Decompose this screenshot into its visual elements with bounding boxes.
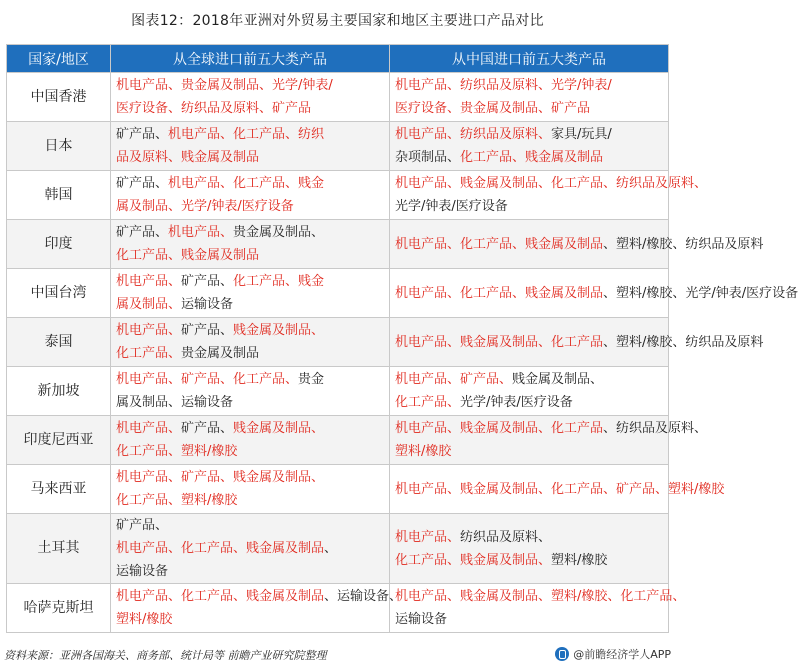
table-row (7, 73, 669, 122)
product-text: 化工产品 (395, 552, 448, 568)
global-imports-cell (111, 269, 390, 318)
product-text: 机电产品、化工产品、纺织 (168, 127, 325, 142)
product-text: 矿产品、 (116, 127, 169, 142)
product-text: 运输设备 (181, 297, 234, 312)
product-text: 机电产品、矿产品、化工产品、 (116, 372, 299, 387)
china-imports-cell (390, 220, 764, 269)
country-cell: 印度 (7, 220, 111, 269)
product-text: 杂项制品、 (395, 150, 461, 165)
product-text: 属及制品、 (116, 297, 182, 312)
product-text: 机电产品、化工产品、贱金属及制品 (395, 285, 604, 301)
product-text: 机电产品、纺织品及原料、 (395, 127, 552, 142)
product-text: 塑料/橡胶 (395, 444, 452, 459)
china-imports-cell (390, 584, 686, 633)
global-imports-cell (111, 171, 390, 220)
table-row (7, 367, 669, 416)
product-text: 机电产品、矿产品、 (395, 372, 513, 387)
product-text: 光学/钟表/医疗设备 (460, 395, 573, 410)
country-cell: 印度尼西亚 (7, 416, 111, 465)
table-row (7, 416, 669, 465)
china-imports-cell (390, 122, 669, 171)
product-text: 贱金属及制品、 (233, 323, 325, 338)
product-text: 贵金属及制品、 (233, 225, 325, 240)
product-text: 医疗设备、贵金属及制品、矿产品 (395, 101, 591, 116)
product-text: 属及制品、光学/钟表/医疗设备 (116, 199, 294, 214)
table-row (7, 269, 669, 318)
product-text: 机电产品、化工产品、贱金属及制品 (395, 236, 604, 252)
product-text: 机电产品、贱金属及制品、化工产品 (395, 176, 604, 191)
product-text: 机电产品、贱金属及制品、化工产品 (395, 481, 604, 497)
product-text: 、塑料/橡胶、纺织品及原料 (603, 236, 764, 252)
china-imports-cell (390, 73, 669, 122)
product-text: 机电产品、纺织品及原料、光学/钟表/ (395, 78, 612, 93)
table-header-row (7, 45, 669, 73)
product-text: 、化工产品、 (607, 589, 686, 604)
product-text: 塑料/橡胶 (116, 612, 173, 627)
brand-text: @前瞻经济学人APP (573, 648, 671, 661)
product-text: 矿产品、 (181, 274, 234, 289)
global-imports-cell (111, 122, 390, 171)
product-text: 机电产品、贵金属及制品、光学/钟表/ (116, 78, 333, 93)
country-cell: 中国台湾 (7, 269, 111, 318)
global-imports-cell (111, 220, 390, 269)
product-text: 机电产品、 (168, 225, 234, 240)
country-cell: 马来西亚 (7, 465, 111, 514)
global-imports-cell (111, 318, 390, 367)
product-text: 光学/钟表/医疗设备 (395, 199, 508, 214)
country-cell: 日本 (7, 122, 111, 171)
product-text: 机电产品、 (116, 421, 182, 436)
chart-title: 图表12：2018年亚洲对外贸易主要国家和地区主要进口产品对比 (131, 13, 544, 29)
table-row (7, 514, 669, 584)
country-cell: 泰国 (7, 318, 111, 367)
product-text: 贵金属及制品 (181, 346, 260, 361)
product-text: 化工产品、塑料/橡胶 (116, 493, 238, 508)
global-imports-cell (111, 73, 390, 122)
import-comparison-table (6, 44, 798, 633)
table-row (7, 122, 669, 171)
product-text: 、纺织品及原料、 (603, 176, 708, 191)
china-imports-cell (390, 416, 708, 465)
product-text: 、纺织品及原料、 (603, 421, 708, 436)
table-row (7, 220, 669, 269)
product-text: 塑料/橡胶 (551, 552, 608, 568)
product-text: 矿产品、 (181, 323, 234, 338)
global-imports-cell (111, 584, 403, 633)
product-text: 化工产品、贱金属及制品 (460, 150, 604, 165)
product-text: 家具/玩具/ (551, 127, 612, 142)
china-imports-cell (390, 514, 669, 584)
product-text: 化工产品、塑料/橡胶 (116, 444, 238, 459)
product-text: 品及原料、贱金属及制品 (116, 150, 260, 165)
product-text: 化工产品、 (116, 346, 182, 361)
product-text: 化工产品、 (395, 395, 461, 410)
product-text: 机电产品、贱金属及制品、化工产品 (395, 421, 604, 436)
product-text: 、塑料/橡胶、光学/钟表/医疗设备 (603, 285, 798, 301)
product-text: 运输设备 (116, 564, 169, 579)
qianzhan-logo-icon (555, 647, 569, 661)
product-text: 机电产品、化工产品、贱金属及制品 (116, 541, 325, 556)
product-text: 、 (324, 541, 338, 556)
header-china-imports: 从中国进口前五大类产品 (390, 45, 669, 73)
product-text: 机电产品、 (116, 274, 182, 289)
product-text: 、贱金属及制品、 (447, 552, 552, 568)
china-imports-cell (390, 367, 669, 416)
product-text: 、运输设备、 (324, 589, 403, 604)
table-row (7, 584, 669, 633)
product-text: 属及制品、运输设备 (116, 395, 234, 410)
china-imports-cell (390, 171, 708, 220)
footer (4, 643, 671, 667)
brand-watermark (555, 646, 671, 662)
country-cell: 韩国 (7, 171, 111, 220)
product-text: 机电产品、 (395, 529, 461, 545)
global-imports-cell (111, 367, 390, 416)
product-text: 矿产品、 (116, 176, 169, 191)
product-text: 化工产品、贱金属及制品 (116, 248, 260, 263)
product-text: 化工产品、贱金 (233, 274, 325, 289)
header-global-imports: 从全球进口前五大类产品 (111, 45, 390, 73)
product-text: 、塑料/橡胶、纺织品及原料 (603, 334, 764, 350)
country-cell: 新加坡 (7, 367, 111, 416)
product-text: 贱金属及制品、 (512, 372, 604, 387)
country-cell: 哈萨克斯坦 (7, 584, 111, 633)
global-imports-cell (111, 465, 390, 514)
product-text: 运输设备 (395, 612, 448, 627)
source-note: 资料来源：亚洲各国海关、商务部、统计局等 前瞻产业研究院整理 (4, 649, 327, 662)
china-imports-cell (390, 465, 725, 514)
product-text: 医疗设备、纺织品及原料、矿产品 (116, 101, 312, 116)
product-text: 贵金 (298, 372, 325, 387)
product-text: 机电产品、化工产品、贱金 (168, 176, 325, 191)
product-text: 机电产品、 (116, 323, 182, 338)
country-cell: 中国香港 (7, 73, 111, 122)
product-text: 矿产品、 (116, 518, 169, 533)
table-row (7, 465, 669, 514)
china-imports-cell (390, 269, 798, 318)
table-row (7, 318, 669, 367)
table-row (7, 171, 669, 220)
product-text: 矿产品、 (116, 225, 169, 240)
china-imports-cell (390, 318, 764, 367)
product-text: 机电产品、贱金属及制品、塑料/橡胶 (395, 589, 608, 604)
product-text: 矿产品、 (181, 421, 234, 436)
global-imports-cell (111, 416, 390, 465)
product-text: 、矿产品、塑料/橡胶 (603, 481, 725, 497)
product-text: 纺织品及原料、 (460, 529, 552, 545)
product-text: 机电产品、化工产品、贱金属及制品 (116, 589, 325, 604)
product-text: 贱金属及制品、 (233, 421, 325, 436)
product-text: 机电产品、贱金属及制品、化工产品 (395, 334, 604, 350)
global-imports-cell (111, 514, 390, 584)
product-text: 机电产品、矿产品、贱金属及制品、 (116, 470, 325, 485)
header-country: 国家/地区 (7, 45, 111, 73)
country-cell: 土耳其 (7, 514, 111, 584)
